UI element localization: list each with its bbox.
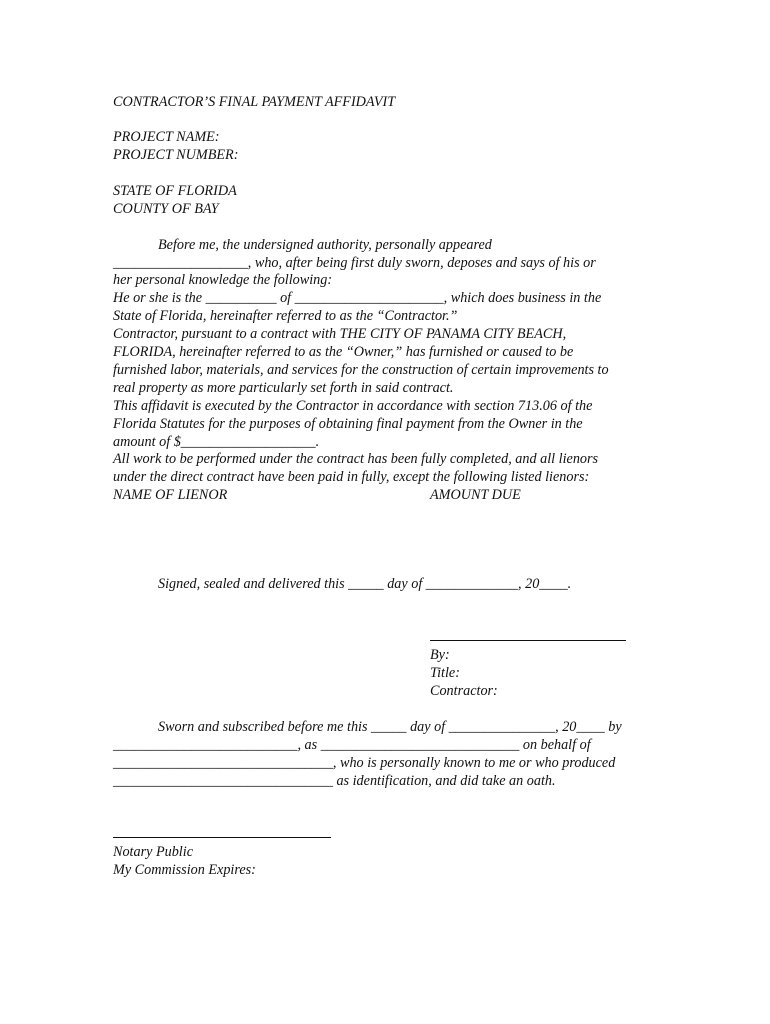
- state-line: STATE OF FLORIDA: [113, 183, 237, 199]
- signed-line: Signed, sealed and delivered this _____ day of _____________, 20____.: [158, 576, 572, 592]
- lienor-name-header: NAME OF LIENOR: [113, 487, 228, 503]
- project-number-label: PROJECT NUMBER:: [113, 147, 239, 163]
- signature-by-label: By:: [430, 647, 450, 663]
- notary-line: __________________________, as ____________________________ on behalf of: [113, 737, 591, 753]
- body-line: He or she is the __________ of _____________________, which does business in the: [113, 290, 602, 306]
- body-line: real property as more particularly set forth in said contract.: [113, 380, 454, 396]
- body-line: furnished labor, materials, and services for the construction of certain improvements to: [113, 362, 609, 378]
- commission-expires-label: My Commission Expires:: [113, 862, 256, 878]
- body-line: under the direct contract have been paid in fully, except the following listed lienors:: [113, 469, 590, 485]
- signature-contractor-label: Contractor:: [430, 683, 498, 699]
- county-line: COUNTY OF BAY: [113, 201, 219, 217]
- notary-signature-line: [113, 837, 331, 838]
- document-title: CONTRACTOR’S FINAL PAYMENT AFFIDAVIT: [113, 94, 396, 110]
- contractor-signature-line: [430, 640, 626, 641]
- project-name-label: PROJECT NAME:: [113, 129, 220, 145]
- lienor-amount-header: AMOUNT DUE: [430, 487, 521, 503]
- body-line: amount of $___________________.: [113, 434, 320, 450]
- body-line: Contractor, pursuant to a contract with THE CITY OF PANAMA CITY BEACH,: [113, 326, 567, 342]
- notary-line: Sworn and subscribed before me this _____ day of _______________, 20____ by: [158, 719, 622, 735]
- body-line: ___________________, who, after being first duly sworn, deposes and says of his or: [113, 255, 596, 271]
- notary-line: _______________________________, who is personally known to me or who produced: [113, 755, 616, 771]
- notary-public-label: Notary Public: [113, 844, 193, 860]
- body-line: This affidavit is executed by the Contractor in accordance with section 713.06 of the: [113, 398, 593, 414]
- body-line: Florida Statutes for the purposes of obtaining final payment from the Owner in the: [113, 416, 583, 432]
- body-line: All work to be performed under the contract has been fully completed, and all lienors: [113, 451, 599, 467]
- body-line: Before me, the undersigned authority, personally appeared: [158, 237, 492, 253]
- body-line: FLORIDA, hereinafter referred to as the “Owner,” has furnished or caused to be: [113, 344, 574, 360]
- body-line: her personal knowledge the following:: [113, 272, 333, 288]
- body-line: State of Florida, hereinafter referred to as the “Contractor.”: [113, 308, 458, 324]
- signature-title-label: Title:: [430, 665, 460, 681]
- notary-line: _______________________________ as identification, and did take an oath.: [113, 773, 556, 789]
